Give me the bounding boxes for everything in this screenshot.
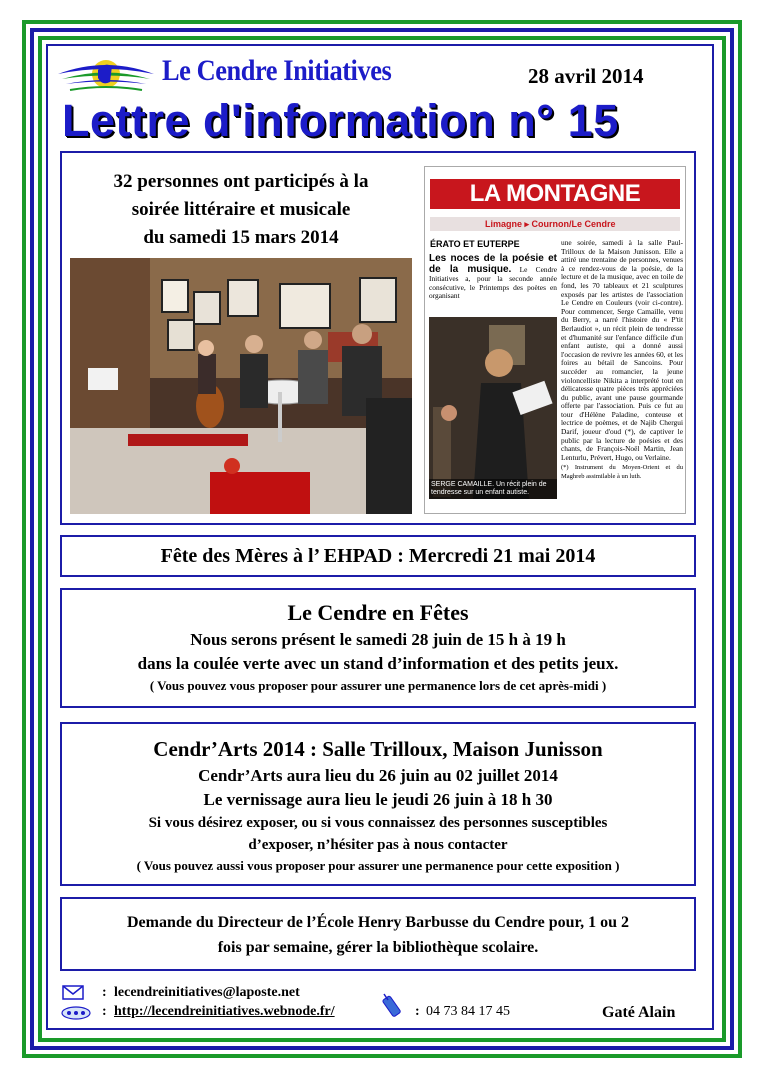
ecole-line-2: fois par semaine, gérer la bibliothèque scolaire. [217,939,539,956]
newspaper-caption: SERGE CAMAILLE. Un récit plein de tendresse sur un enfant autiste. [429,479,557,499]
cendre-fetes-heading: Le Cendre en Fêtes [287,600,469,625]
newspaper-column-2 [561,239,683,482]
web-icon [60,1003,92,1021]
website-link[interactable]: http://lecendreinitiatives.webnode.fr/ [114,1004,335,1019]
logo-icon [56,52,156,98]
cendrarts-line-4: d’exposer, n’hésiter pas à nous contacter [248,837,508,853]
page-title: Lettre d'information n° 15 [62,95,619,146]
newspaper-photo [429,317,557,499]
email-colon: : [102,985,107,1000]
cendrarts-content [60,734,696,876]
concert-photo [70,258,412,514]
cendrarts-note: ( Vous pouvez aussi vous proposer pour assurer une permanence pour cette exposition ) [136,858,620,873]
cendrarts-heading: Cendr’Arts 2014 : Salle Trilloux, Maison Junisson [153,737,603,761]
email-link[interactable]: lecendreinitiatives@laposte.net [114,985,300,1000]
cendrarts-line-1: Cendr’Arts aura lieu du 26 juin au 02 juillet 2014 [198,766,558,785]
newspaper-clipping [424,166,686,514]
ecole-content [60,910,696,960]
phone-colon: : [415,1004,420,1019]
cendre-fetes-line-1: Nous serons présent le samedi 28 juin de 15 h à 19 h [190,630,566,649]
newspaper-rubric: ÉRATO ET EUTERPE [430,239,520,249]
newspaper-body: une soirée, samedi à la salle Paul-Trilloux de la Maison Junisson. Elle a attiré une trentaine de personnes, venues à ce rendez-vous de la poésie, de la lecture et de la musique, avec en toile de fond, les 70 tableaux et 21 sculptures exposés par les artistes de l'association Le Cendre en Couleurs (voir ci-contre). Pour commencer, Serge Camaille, venu du Berry, a narré l'histoire du « P'tit Berlaudiot », un récit plein de tendresse et d'humanité sur l'enfance difficile d'un enfant autiste, qui a donné aussi l'occasion de revivre les années 60, et les foires au bétail de Sancoins. Pour succéder au romancier, la jeune violoncelliste Nikita a interprété tout en délicatesse quatre pièces très appréciées du public, avant une pause gourmande offerte par l'association. Puis ce fut au tour d'Hélène Paladine, conteuse et lectrice de poèmes, et de Najib Chergui Darif, joueur d'oud (*), de captiver le public par la lecture de poésies et des chants, de François-Noël Martin, Jean Lenturlu, Prévert, Hugo, ou Verlaine. [561,238,683,462]
signature: Gaté Alain [602,1004,676,1021]
newspaper-headline: Les noces de la poésie et de la musique. [429,253,557,275]
brand-name: Le Cendre Initiatives [162,54,392,87]
ecole-line-1: Demande du Directeur de l’École Henry Barbusse du Cendre pour, 1 ou 2 [126,914,630,931]
email-icon [62,983,86,1001]
newspaper-lead: Le Cendre Initiatives a, pour la seconde année consécutive, le Printemps des poètes en organisant [429,265,557,301]
cendrarts-line-3: Si vous désirez exposer, ou si vous connaissez des personnes susceptibles [148,815,608,831]
phone-number: 04 73 84 17 45 [426,1004,510,1019]
phone-icon [378,992,408,1020]
issue-date: 28 avril 2014 [528,64,644,88]
soiree-text [70,168,412,252]
fete-meres-title: Fête des Mères à l’ EHPAD : Mercredi 21 mai 2014 [160,545,596,567]
soiree-line-1: 32 personnes ont participés à la [113,171,369,192]
cendre-fetes-note: ( Vous pouvez vous proposer pour assurer une permanence lors de cet après-midi ) [149,678,607,693]
newspaper-section: Limagne ▸ Cournon/Le Cendre [430,217,680,231]
newspaper-footnote: (*) Instrument du Moyen-Orient et du Maghreb assimilable à un luth. [561,464,683,481]
website-colon: : [102,1004,107,1019]
soiree-line-2: soirée littéraire et musicale [131,199,351,220]
soiree-line-3: du samedi 15 mars 2014 [143,227,339,248]
newspaper-column-1 [429,253,557,301]
cendrarts-line-2: Le vernissage aura lieu le jeudi 26 juin à 18 h 30 [203,790,553,809]
cendre-fetes-line-2: dans la coulée verte avec un stand d’information et des petits jeux. [137,654,619,673]
cendre-fetes-content [60,598,696,696]
newspaper-masthead: LA MONTAGNE [430,179,680,209]
